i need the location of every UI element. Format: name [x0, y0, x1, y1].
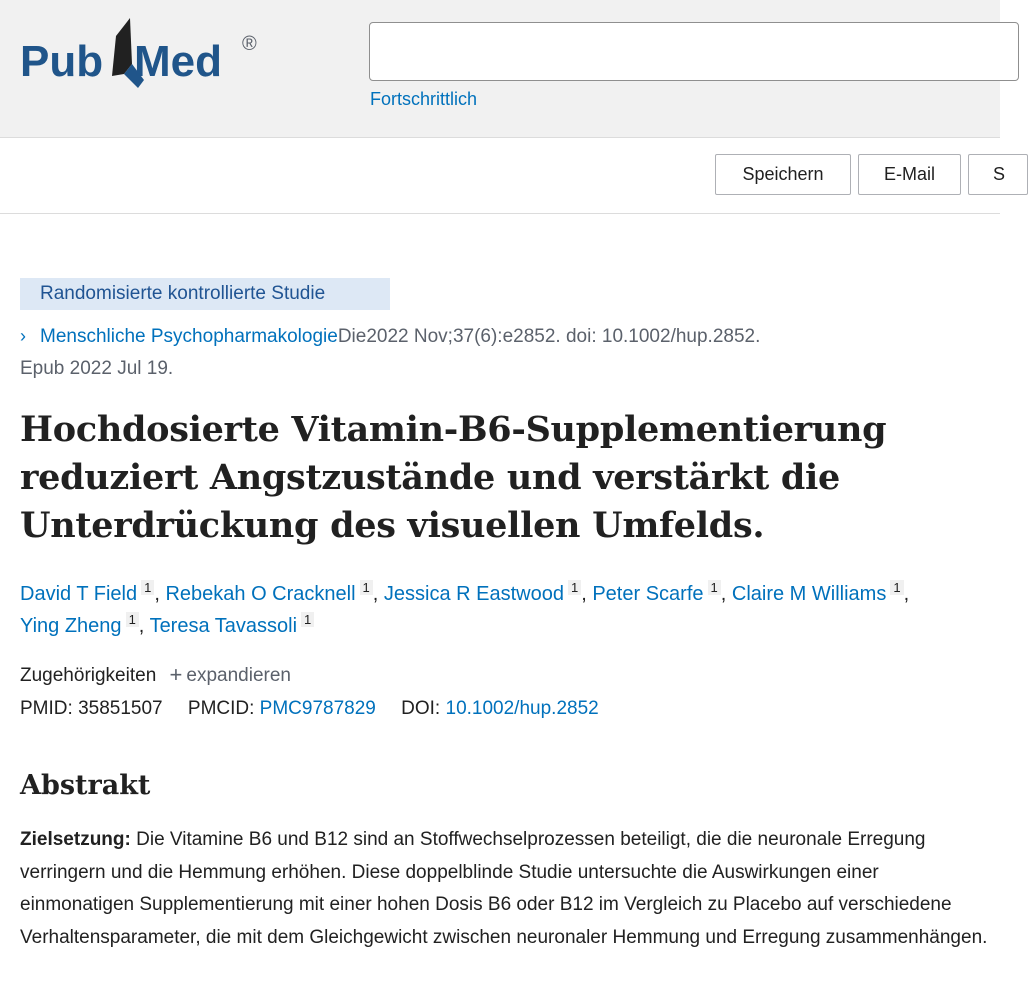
journal-link[interactable]: Menschliche Psychopharmakologie: [40, 326, 338, 347]
affiliation-ref[interactable]: 1: [126, 612, 139, 627]
doi-link[interactable]: 10.1002/hup.2852: [445, 698, 599, 719]
affiliation-ref[interactable]: 1: [301, 612, 314, 627]
action-bar: [0, 138, 1006, 214]
pubmed-logo-icon: [20, 14, 270, 104]
author-item: [731, 580, 904, 605]
author-item: [383, 580, 581, 605]
pubmed-logo[interactable]: [20, 14, 270, 104]
expand-button[interactable]: [169, 662, 291, 687]
svg-text:Pub: Pub: [20, 37, 104, 86]
abstract-heading: Abstrakt: [20, 770, 151, 801]
site-header: [0, 0, 1000, 138]
affiliation-ref[interactable]: 1: [708, 580, 721, 595]
affiliation-ref[interactable]: 1: [360, 580, 373, 595]
epub-date: Epub 2022 Jul 19.: [20, 358, 174, 379]
publication-type-badge: Randomisierte kontrollierte Studie: [20, 278, 390, 310]
expand-label: expandieren: [186, 665, 291, 686]
chevron-right-icon[interactable]: ›: [20, 326, 26, 346]
author-link[interactable]: Claire M Williams: [731, 583, 887, 605]
objective-label: Zielsetzung:: [20, 829, 131, 850]
author-link[interactable]: Teresa Tavassoli: [149, 615, 298, 637]
plus-icon: +: [169, 662, 183, 687]
pmcid-link[interactable]: PMC9787829: [259, 698, 376, 719]
affiliations-toggle[interactable]: [20, 662, 291, 688]
advanced-search-link[interactable]: Fortschrittlich: [370, 89, 478, 109]
svg-text:®: ®: [242, 33, 257, 55]
identifiers-line: [20, 698, 599, 720]
doi-label: DOI:: [401, 698, 441, 719]
author-link[interactable]: Peter Scarfe: [592, 583, 704, 605]
author-item: [20, 612, 139, 637]
author-link[interactable]: Rebekah O Cracknell: [165, 583, 356, 605]
author-item: [149, 612, 315, 637]
send-to-button[interactable]: S: [968, 154, 1028, 195]
author-link[interactable]: David T Field: [20, 583, 138, 605]
svg-text:Med: Med: [134, 37, 222, 86]
abstract-objective: [20, 824, 990, 954]
save-button[interactable]: Speichern: [715, 154, 851, 195]
pmid-value: 35851507: [78, 698, 163, 719]
article-title: Hochdosierte Vitamin-B6-Supplementierung reduziert Angstzustände und verstärkt die Unterdrückung des visuellen Umfelds.: [20, 409, 887, 546]
affiliation-ref[interactable]: 1: [890, 580, 903, 595]
affiliation-ref[interactable]: 1: [568, 580, 581, 595]
search-input[interactable]: [369, 22, 1019, 81]
affiliation-ref[interactable]: 1: [141, 580, 154, 595]
affiliations-label: Zugehörigkeiten: [20, 665, 157, 686]
pmcid-label: PMCID:: [187, 698, 255, 719]
citation-text: Die2022 Nov;37(6):e2852. doi: 10.1002/hup.2852.: [337, 326, 761, 347]
author-item: [20, 580, 154, 605]
author-item: [592, 580, 720, 605]
author-link[interactable]: Ying Zheng: [20, 615, 122, 637]
citation-line: [20, 320, 995, 385]
author-link[interactable]: Jessica R Eastwood: [383, 583, 564, 605]
author-item: [165, 580, 372, 605]
pmid-label: PMID:: [20, 698, 73, 719]
author-list: David T Field $^1$ , Rebekah O Cracknell $^1$ , Jessica R Eastwood $^1$ , Peter Scarfe $^1$ , Claire M Williams $^1$ , Ying Zheng $^1$ , Teresa Tavassoli $^1$: [20, 580, 910, 637]
objective-text: Die Vitamine B6 und B12 sind an Stoffwechselprozessen beteiligt, die die neuronale Erregung verringern und die Hemmung erhöhen. Diese doppelblinde Studie untersuchte die Auswirkungen einer einmonatigen Supplementierung mit einer hohen Dosis B6 oder B12 im Vergleich zu Placebo auf verschiedene Verhaltensparameter, die mit dem Gleichgewicht zwischen neuronaler Hemmung und Erregung zusammenhängen.: [20, 829, 988, 948]
email-button[interactable]: E-Mail: [858, 154, 961, 195]
